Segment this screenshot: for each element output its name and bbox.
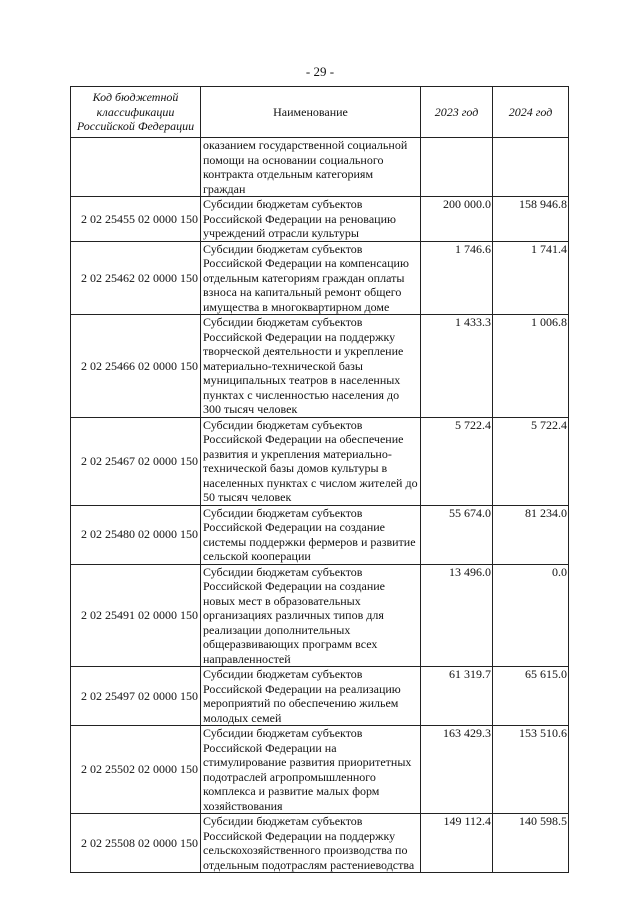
value-2024-cell: 81 234.0 <box>493 505 569 564</box>
code-cell: 2 02 25497 02 0000 150 <box>71 667 201 726</box>
table-row <box>71 505 569 564</box>
budget-table <box>70 86 569 873</box>
name-cell: Субсидии бюджетам субъектов Российской Федерации на обеспечение развития и укрепления материально-технической базы домов культуры в населенных пунктах с числом жителей до 50 тысяч человек <box>201 417 421 505</box>
code-cell: 2 02 25502 02 0000 150 <box>71 726 201 814</box>
code-cell: 2 02 25455 02 0000 150 <box>71 197 201 242</box>
name-cell: Субсидии бюджетам субъектов Российской Федерации на поддержку сельскохозяйственного производства по отдельным подотраслям растениеводства <box>201 814 421 873</box>
table-body <box>71 138 569 873</box>
value-2023-cell: 163 429.3 <box>421 726 493 814</box>
table-row <box>71 667 569 726</box>
code-cell <box>71 138 201 197</box>
code-cell: 2 02 25462 02 0000 150 <box>71 241 201 315</box>
header-2023: 2023 год <box>421 87 493 138</box>
code-cell: 2 02 25491 02 0000 150 <box>71 564 201 667</box>
table-row <box>71 564 569 667</box>
code-cell: 2 02 25508 02 0000 150 <box>71 814 201 873</box>
value-2023-cell: 5 722.4 <box>421 417 493 505</box>
value-2024-cell: 158 946.8 <box>493 197 569 242</box>
code-cell: 2 02 25466 02 0000 150 <box>71 315 201 418</box>
value-2023-cell: 1 746.6 <box>421 241 493 315</box>
table-row <box>71 138 569 197</box>
table-row <box>71 814 569 873</box>
name-cell: Субсидии бюджетам субъектов Российской Федерации на реализацию мероприятий по обеспечению жильем молодых семей <box>201 667 421 726</box>
table-row <box>71 417 569 505</box>
name-cell: Субсидии бюджетам субъектов Российской Федерации на поддержку творческой деятельности и укрепление материально-технической базы муниципальных театров в населенных пунктах с численностью населения до 300 тысяч человек <box>201 315 421 418</box>
name-cell: оказанием государственной социальной помощи на основании социального контракта отдельным категориям граждан <box>201 138 421 197</box>
value-2024-cell: 1 006.8 <box>493 315 569 418</box>
table-row <box>71 241 569 315</box>
table-row <box>71 197 569 242</box>
value-2024-cell: 0.0 <box>493 564 569 667</box>
value-2024-cell: 65 615.0 <box>493 667 569 726</box>
value-2024-cell: 140 598.5 <box>493 814 569 873</box>
table-row <box>71 315 569 418</box>
value-2023-cell: 61 319.7 <box>421 667 493 726</box>
name-cell: Субсидии бюджетам субъектов Российской Федерации на создание новых мест в образовательных организациях различных типов для реализации дополнительных общеразвивающих программ всех направленностей <box>201 564 421 667</box>
header-name: Наименование <box>201 87 421 138</box>
value-2024-cell: 5 722.4 <box>493 417 569 505</box>
value-2023-cell: 13 496.0 <box>421 564 493 667</box>
value-2024-cell <box>493 138 569 197</box>
page-number: - 29 - <box>305 64 335 79</box>
value-2023-cell <box>421 138 493 197</box>
code-cell: 2 02 25480 02 0000 150 <box>71 505 201 564</box>
name-cell: Субсидии бюджетам субъектов Российской Федерации на создание системы поддержки фермеров и развитие сельской кооперации <box>201 505 421 564</box>
value-2023-cell: 55 674.0 <box>421 505 493 564</box>
header-row <box>71 87 569 138</box>
value-2023-cell: 1 433.3 <box>421 315 493 418</box>
name-cell: Субсидии бюджетам субъектов Российской Федерации на стимулирование развития приоритетных подотраслей агропромышленного комплекса и развитие малых форм хозяйствования <box>201 726 421 814</box>
value-2024-cell: 1 741.4 <box>493 241 569 315</box>
name-cell: Субсидии бюджетам субъектов Российской Федерации на компенсацию отдельным категориям граждан оплаты взноса на капитальный ремонт общего имущества в многоквартирном доме <box>201 241 421 315</box>
name-cell: Субсидии бюджетам субъектов Российской Федерации на реновацию учреждений отрасли культуры <box>201 197 421 242</box>
header-2024: 2024 год <box>493 87 569 138</box>
code-cell: 2 02 25467 02 0000 150 <box>71 417 201 505</box>
table-row <box>71 726 569 814</box>
header-code: Код бюджетной классификации Российской Федерации <box>71 87 201 138</box>
value-2023-cell: 200 000.0 <box>421 197 493 242</box>
table-header <box>71 87 569 138</box>
value-2024-cell: 153 510.6 <box>493 726 569 814</box>
value-2023-cell: 149 112.4 <box>421 814 493 873</box>
